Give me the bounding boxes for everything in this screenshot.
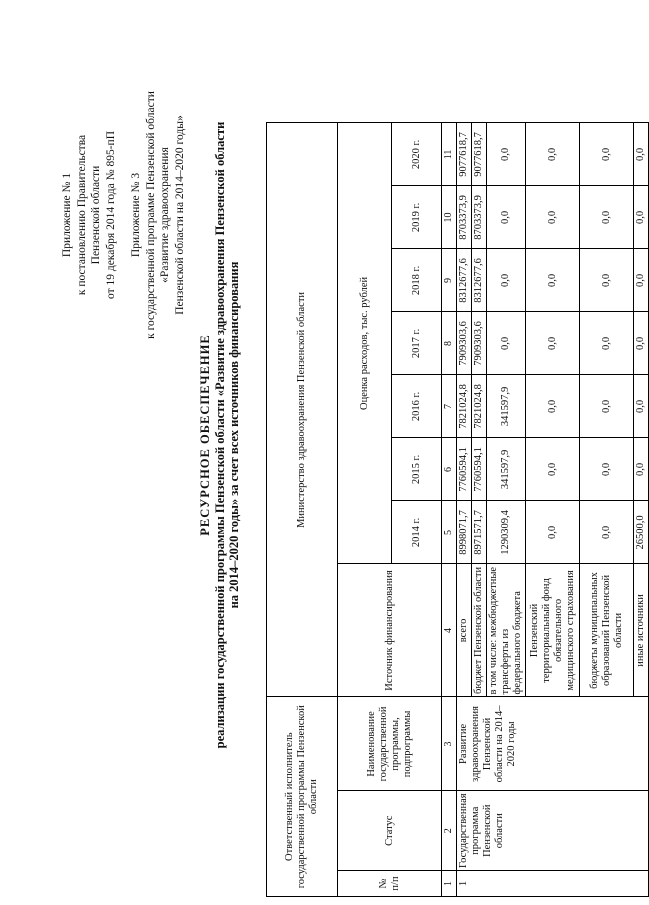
title-subline: на 2014–2020 годы» за счет всех источников финансирования bbox=[227, 261, 241, 609]
value-cell: 0,0 bbox=[487, 186, 526, 249]
title-subline: реализации государственной программы Пензенской области «Развитие здравоохранения Пензенской области bbox=[212, 121, 227, 749]
value-cell: 7821024,8 bbox=[472, 375, 487, 438]
header-year: 2017 г. bbox=[392, 312, 442, 375]
value-cell: 7821024,8 bbox=[457, 375, 472, 438]
value-cell: 8312677,6 bbox=[457, 249, 472, 312]
value-cell: 8703373,9 bbox=[472, 186, 487, 249]
appendix-block bbox=[60, 50, 187, 380]
index-cell: 4 bbox=[442, 564, 457, 697]
index-cell: 9 bbox=[442, 249, 457, 312]
header-year: 2020 г. bbox=[392, 123, 442, 186]
title-main: РЕСУРСНОЕ ОБЕСПЕЧЕНИЕ bbox=[198, 334, 212, 536]
resource-table bbox=[266, 122, 649, 897]
header-num: № п/п bbox=[338, 871, 442, 897]
value-cell: 0,0 bbox=[580, 501, 634, 564]
header-status: Статус bbox=[338, 791, 442, 871]
appendix-line: Пензенской области на 2014–2020 годы» bbox=[173, 115, 186, 315]
header-year: 2018 г. bbox=[392, 249, 442, 312]
value-cell: 0,0 bbox=[526, 438, 580, 501]
value-cell: 0,0 bbox=[526, 375, 580, 438]
appendix-line: Приложение № 1 bbox=[61, 172, 73, 258]
value-cell: 0,0 bbox=[487, 123, 526, 186]
value-cell: 9077618,7 bbox=[472, 123, 487, 186]
index-cell: 2 bbox=[442, 791, 457, 871]
header-year: 2015 г. bbox=[392, 438, 442, 501]
value-cell: 7760594,1 bbox=[472, 438, 487, 501]
value-cell: 7909303,6 bbox=[472, 312, 487, 375]
responsible-value: Министерство здравоохранения Пензенской области bbox=[267, 123, 338, 697]
value-cell: 0,0 bbox=[580, 186, 634, 249]
value-cell: 0,0 bbox=[634, 249, 649, 312]
row-program-name: Развитие здравоохранения Пензенской области на 2014–2020 годы bbox=[457, 697, 649, 791]
header-year: 2016 г. bbox=[392, 375, 442, 438]
value-cell: 0,0 bbox=[580, 123, 634, 186]
index-cell: 3 bbox=[442, 697, 457, 791]
value-cell: 0,0 bbox=[580, 438, 634, 501]
value-cell: 0,0 bbox=[634, 438, 649, 501]
value-cell: 1290309,4 bbox=[487, 501, 526, 564]
row-num: 1 bbox=[457, 871, 649, 897]
appendix-line: от 19 декабря 2014 года № 895-пП bbox=[104, 130, 117, 300]
header-year: 2019 г. bbox=[392, 186, 442, 249]
index-cell: 8 bbox=[442, 312, 457, 375]
value-cell: 8703373,9 bbox=[457, 186, 472, 249]
index-cell: 1 bbox=[442, 871, 457, 897]
appendix-line: к государственной программе Пензенской области bbox=[144, 91, 157, 339]
value-cell: 7909303,6 bbox=[457, 312, 472, 375]
source-label: Пензенский территориальный фонд обязательного медицинского страхования bbox=[526, 564, 580, 697]
value-cell: 0,0 bbox=[526, 312, 580, 375]
source-label: бюджет Пензенской области bbox=[472, 564, 487, 697]
value-cell: 0,0 bbox=[487, 312, 526, 375]
value-cell: 0,0 bbox=[634, 312, 649, 375]
index-cell: 11 bbox=[442, 123, 457, 186]
index-cell: 6 bbox=[442, 438, 457, 501]
value-cell: 0,0 bbox=[487, 249, 526, 312]
appendix-line: к постановлению Правительства bbox=[75, 134, 88, 296]
header-source: Источник финансирования bbox=[338, 564, 442, 697]
value-cell: 26500,0 bbox=[634, 501, 649, 564]
value-cell: 8971571,7 bbox=[472, 501, 487, 564]
value-cell: 0,0 bbox=[634, 375, 649, 438]
value-cell: 8998071,7 bbox=[457, 501, 472, 564]
value-cell: 341597,9 bbox=[487, 438, 526, 501]
header-estimate: Оценка расходов, тыс. рублей bbox=[338, 123, 392, 564]
value-cell: 0,0 bbox=[526, 123, 580, 186]
value-cell: 9077618,7 bbox=[457, 123, 472, 186]
value-cell: 341597,9 bbox=[487, 375, 526, 438]
index-cell: 10 bbox=[442, 186, 457, 249]
value-cell: 0,0 bbox=[634, 186, 649, 249]
source-label: бюджеты муниципальных образований Пензенской области bbox=[580, 564, 634, 697]
source-label: иные источники bbox=[634, 564, 649, 697]
source-label: в том числе: межбюджетные трансферты из федерального бюджета bbox=[487, 564, 526, 697]
value-cell: 8312677,6 bbox=[472, 249, 487, 312]
value-cell: 0,0 bbox=[580, 249, 634, 312]
header-year: 2014 г. bbox=[392, 501, 442, 564]
value-cell: 0,0 bbox=[580, 375, 634, 438]
responsible-label: Ответственный исполнитель государственной программы Пензенской области bbox=[267, 697, 338, 897]
appendix-line: Пензенской области bbox=[90, 165, 102, 265]
source-label: всего bbox=[457, 564, 472, 697]
value-cell: 0,0 bbox=[634, 123, 649, 186]
header-name: Наименование государственной программы, подпрограммы bbox=[338, 697, 442, 791]
value-cell: 0,0 bbox=[526, 249, 580, 312]
appendix-line: Приложение № 3 bbox=[130, 172, 142, 258]
appendix-line: «Развитие здравоохранения bbox=[159, 147, 171, 283]
row-status: Государственная программа Пензенской области bbox=[457, 791, 649, 871]
index-cell: 7 bbox=[442, 375, 457, 438]
document-title bbox=[198, 35, 242, 835]
value-cell: 0,0 bbox=[580, 312, 634, 375]
value-cell: 0,0 bbox=[526, 501, 580, 564]
index-cell: 5 bbox=[442, 501, 457, 564]
value-cell: 0,0 bbox=[526, 186, 580, 249]
value-cell: 7760594,1 bbox=[457, 438, 472, 501]
